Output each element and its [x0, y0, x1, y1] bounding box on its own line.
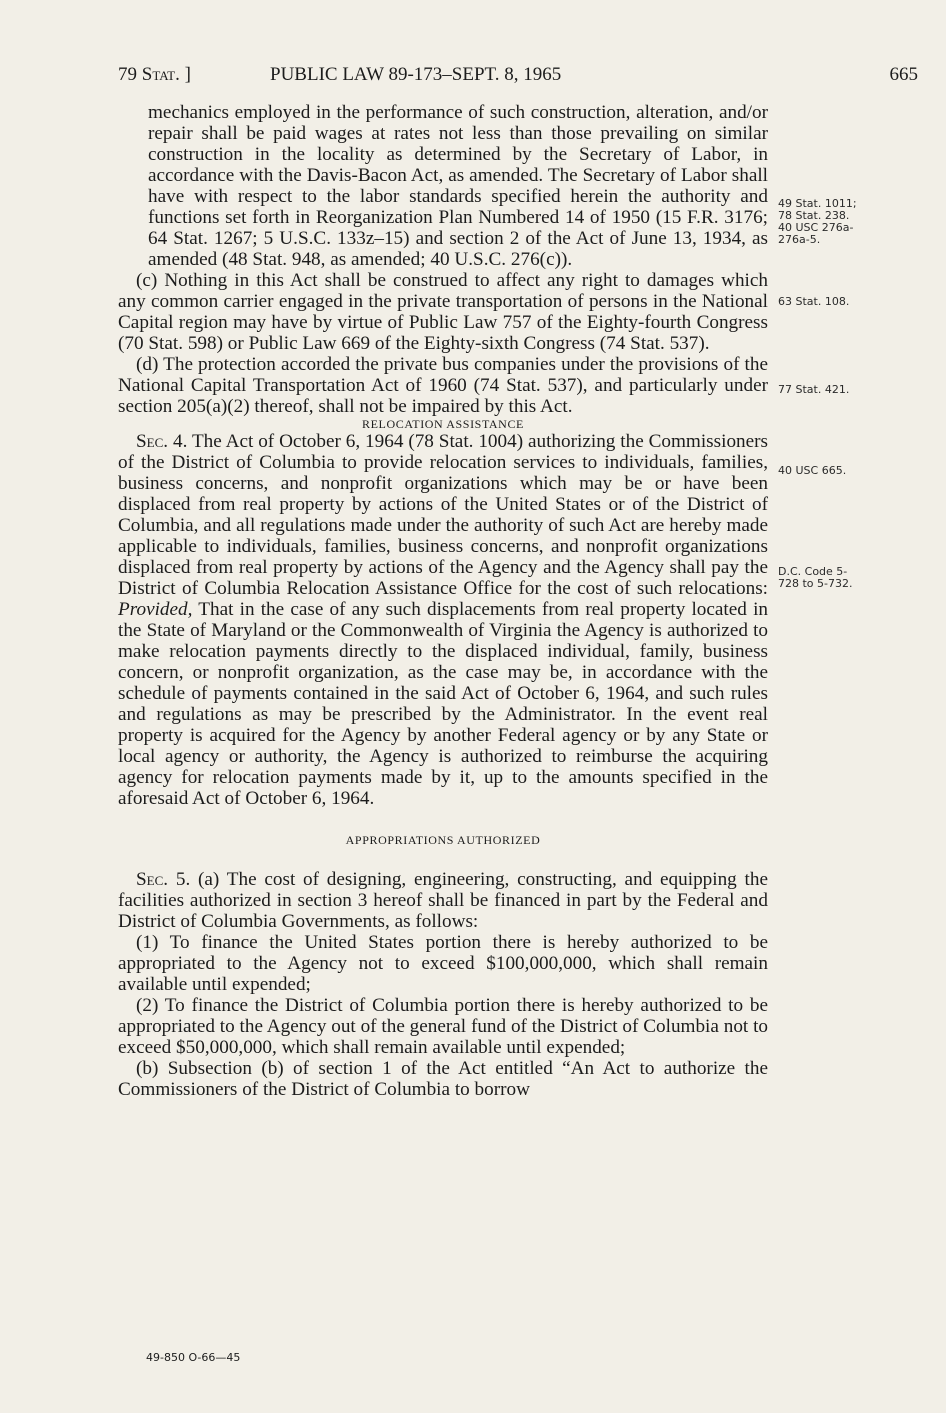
- margin-note-dc-code: D.C. Code 5- 728 to 5-732.: [778, 565, 853, 590]
- header-page-number: 665: [889, 64, 918, 85]
- body-text: [118, 102, 768, 1100]
- margin-note-davis-bacon: 49 Stat. 1011; 78 Stat. 238. 40 USC 276a- 276a-5.: [778, 197, 857, 246]
- sec-5-label: Sec. 5.: [136, 869, 191, 890]
- paragraph-c: (c) Nothing in this Act shall be construed to affect any right to damages which any common carrier engaged in the private transportation of persons in the National Capital region may have by virtue of Public Law 757 of the Eighty-fourth Congress (70 Stat. 598) or Public Law 669 of the Eighty-sixth Congress (74 Stat. 537).: [118, 270, 768, 354]
- heading-appropriations-authorized: APPROPRIATIONS AUTHORIZED: [345, 833, 541, 847]
- paragraph-sec-4: [118, 431, 768, 809]
- sec-4-proviso: Provided,: [118, 599, 193, 620]
- sec-4-label: Sec. 4.: [136, 431, 188, 452]
- paragraph-continuation: mechanics employed in the performance of such construction, alteration, and/or repair shall be paid wages at rates not less than those prevailing on similar construction in the locality as determined by the Secretary of Labor, in accordance with the Davis-Bacon Act, as amended. The Secretary of Labor shall have with respect to the labor standards specified herein the authority and functions set forth in Reorganization Plan Numbered 14 of 1950 (15 F.R. 3176; 64 Stat. 1267; 5 U.S.C. 133z–15) and section 2 of the Act of June 13, 1934, as amended (48 Stat. 948, as amended; 40 U.S.C. 276(c)).: [148, 102, 768, 270]
- paragraph-sec-5a: Sec. 5. (a) The cost of designing, engineering, constructing, and equipping the facilities authorized in section 3 hereof shall be financed in part by the Federal and District of Columbia Governments, as follows:: [118, 869, 768, 932]
- paragraph-5a-2: (2) To finance the District of Columbia portion there is hereby authorized to be appropriated to the Agency out of the general fund of the District of Columbia not to exceed $50,000,000, which shall remain available until expended;: [118, 995, 768, 1058]
- paragraph-5b: (b) Subsection (b) of section 1 of the Act entitled “An Act to authorize the Commissioners of the District of Columbia to borrow: [118, 1058, 768, 1100]
- header-title: PUBLIC LAW 89-173–SEPT. 8, 1965: [270, 64, 562, 85]
- sec-4-text-b: That in the case of any such displacements from real property located in the State of Maryland or the Commonwealth of Virginia the Agency is authorized to make relocation payments directly to the displaced individual, family, business concern, or nonprofit organization, as the case may be, in accordance with the schedule of payments contained in the said Act of October 6, 1964, and such rules and regulations as may be prescribed by the Administrator. In the event real property is acquired for the Agency by another Federal agency or by any State or local agency or authority, the Agency is authorized to reimburse the acquiring agency for relocation payments made by it, up to the amounts specified in the aforesaid Act of October 6, 1964.: [118, 599, 768, 809]
- margin-note-77-stat: 77 Stat. 421.: [778, 383, 850, 396]
- header-volume: 79 Stat. ]: [118, 64, 191, 85]
- paragraph-5a-1: (1) To finance the United States portion there is hereby authorized to be appropriated to the Agency not to exceed $100,000,000, which shall remain available until expended;: [118, 932, 768, 995]
- sec-4-text-a: The Act of October 6, 1964 (78 Stat. 1004) authorizing the Commissioners of the District of Columbia to provide relocation services to individuals, families, business concerns, and nonprofit organizations which may be or have been displaced from real property by actions of the United States or of the District of Columbia, and all regulations made under the authority of such Act are hereby made applicable to individuals, families, business concerns, and nonprofit organizations displaced from real property by actions of the Agency and the Agency shall pay the District of Columbia Relocation Assistance Office for the cost of such relocations:: [118, 431, 769, 599]
- footer-code: 49-850 O-66—45: [146, 1351, 241, 1364]
- heading-relocation-assistance: RELOCATION ASSISTANCE: [362, 417, 524, 431]
- running-header: [118, 64, 918, 90]
- margin-note-40-usc-665: 40 USC 665.: [778, 464, 847, 477]
- paragraph-d: (d) The protection accorded the private bus companies under the provisions of the National Capital Transportation Act of 1960 (74 Stat. 537), and particularly under section 205(a)(2) thereof, shall not be impaired by this Act.: [118, 354, 768, 417]
- margin-note-63-stat: 63 Stat. 108.: [778, 295, 850, 308]
